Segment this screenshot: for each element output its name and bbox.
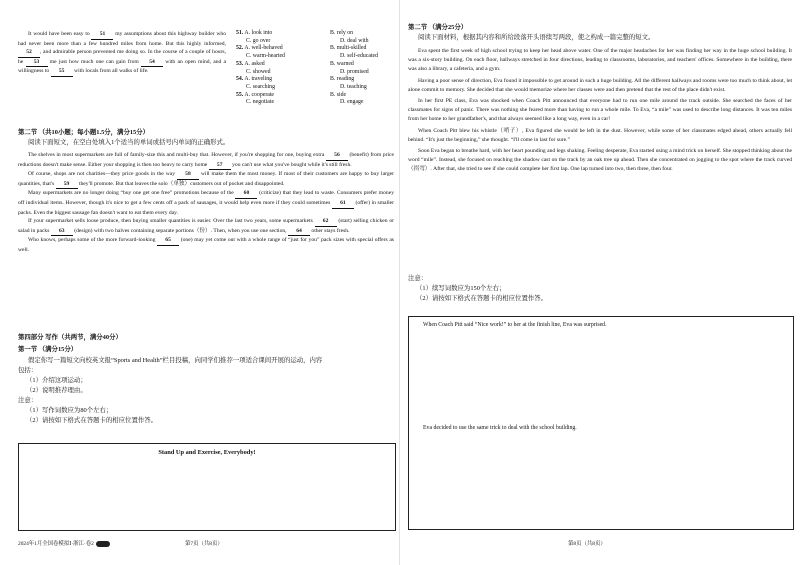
prompt-line: 包括：	[18, 367, 38, 374]
blank-60: 60	[235, 189, 257, 199]
note-line: 注意：	[408, 275, 428, 282]
passage-text: (start) selling chicken or salad in packs	[18, 218, 394, 234]
continuation-answer-box	[408, 316, 794, 530]
option-row	[236, 45, 396, 53]
option-row	[236, 38, 396, 46]
option-number: 53.	[236, 60, 244, 67]
option-number: 55.	[236, 91, 244, 98]
writing1-answer-box	[18, 443, 396, 531]
option-c: C. searching	[246, 83, 275, 90]
story-paragraph: Having a poor sense of direction, Eva found it impossible to get around in such a huge building. All the different hallways and rooms were too much to think about, let alone commit to memory. She decided that she would memorize where her classes were and then pretend that the rest of the place didn't exist.	[408, 77, 792, 93]
story-passage	[408, 47, 792, 175]
story-paragraph: In her first PE class, Eva was shocked when Coach Pitt announced that everyone had to run one mile around the track outside. She searched the faces of her classmates for signs of panic. There was nothing she feared more than having to run a whole mile. To Eva, “a mile” was used to describe long distances. It was ten miles from her home to her grandfather's, and that always seemed like a long way, even in a car!	[408, 98, 792, 123]
continuation-instruction	[418, 33, 654, 43]
option-b: B. reading	[330, 76, 355, 83]
cloze-text: my assumptions about this highway builder who had never been more than a few hundred miles from home. But this highly informed,	[18, 31, 226, 47]
option-d: D. promised	[340, 68, 369, 75]
option-d: D. self-educated	[340, 53, 378, 60]
continuation-notes	[408, 274, 547, 304]
prompt-line: （1）写作词数应为80个左右；	[26, 407, 113, 414]
option-c: C. showed	[246, 68, 271, 75]
part4-heading: 第四部分 写作（共两节，满分40分）	[18, 334, 122, 341]
option-a: A. asked	[244, 60, 265, 67]
option-number: 51.	[236, 30, 244, 36]
passage-text: they'll promote. But that leaves the solo（单独）customers out of pocket and disappointed.	[78, 180, 285, 187]
page-8	[400, 0, 800, 565]
blank-55: 55	[51, 67, 73, 77]
option-a: A. cooperate	[244, 91, 275, 98]
instruction-text: 阅读下面短文，在空白处填入1个适当的单词或括号内单词的正确形式。	[28, 139, 230, 146]
footer-page-number: 第8页（共8页）	[568, 541, 606, 547]
passage-text: Many supermarkets are no longer doing “buy one get one free” promotions because of the	[28, 190, 234, 197]
blank-62: 62	[315, 217, 337, 227]
passage-text: (benefit) from price reductions doesn't make sense. Either your shopping is then too heavy to carry home	[18, 152, 395, 168]
blank-58: 58	[177, 170, 199, 180]
story-paragraph: Eva spent the first week of high school trying to keep her head above water. One of the major headaches for her was finding her way in the huge school building. It was a six-story building. On each floor, hallways stretched in four directions, leading to classrooms, laboratories, and teachers' offices. Somewhere in the building, there was also a library, a cafeteria, and a gym.	[408, 48, 792, 73]
option-number: 52.	[236, 45, 244, 52]
option-row	[236, 92, 396, 100]
passage-text: other stays fresh.	[311, 227, 350, 234]
part4-section1-heading: 第一节 （满分15分）	[18, 346, 78, 353]
blank-51: 51	[91, 30, 113, 40]
prompt-line: （1）介绍这项运动；	[26, 377, 87, 384]
option-row	[236, 30, 396, 38]
grammar-passage	[18, 151, 394, 255]
cloze-passage-tail	[18, 30, 226, 77]
blank-59: 59	[56, 180, 78, 190]
section-instruction	[28, 138, 229, 148]
footer-page-number: 第7页（共8页）	[185, 541, 223, 547]
option-b: B. rely on	[330, 30, 354, 36]
story-paragraph: Soon Eva began to breathe hard, with her heart pounding and legs shaking. Feeling desperate, Eva started using a mind trick on herself. She stopped thinking about the word “mile”. Instead, she focused on reaching the shadow cast on the track by an oak tree up ahead. Then she concentrated on jogging to the spot where the track curved（拐弯）. After that, she tried to see if she could complete her first lap. One lap turned into two, then three, then four.	[408, 148, 792, 173]
blank-63: 63	[51, 227, 73, 237]
option-row	[236, 84, 396, 92]
option-row	[236, 76, 396, 84]
passage-text: will make them the most money. If most of their customers are happy to buy larger quantities, that's	[18, 171, 394, 187]
story-paragraph: When Coach Pitt blew his whistle（哨子）, Eva figured she would be left in the dust. However, while some of her classmates edged ahead, others actually fell behind. “It's just the beginning,” she thought. “I'll come in last for sure.”	[408, 127, 792, 143]
writing1-prompt	[18, 356, 322, 426]
blank-65: 65	[157, 236, 179, 246]
passage-text: (one) may yet come out with a whole range of “just for you” pack sizes with special offers as well.	[18, 237, 394, 253]
option-row	[236, 53, 396, 61]
cloze-text: me just how much one can gain from	[49, 58, 139, 65]
continuation-heading: 第二节 （满分25分）	[408, 24, 468, 31]
passage-text: (design) with two halves containing separate portions（份）. Then, when you use one section,	[74, 227, 287, 234]
footer-exam-name: 2024年1月全国卷模拟Ⅰ·浙江·卷2	[18, 541, 94, 547]
section-heading: 第二节 （共10小题；每小题1.5分，满分15分）	[18, 129, 150, 136]
passage-text: (criticize) that they lead to waste. Consumers prefer money off individual items. However, though it's nice to get a few cents off a pack of sausages, it would help even more if they could sometimes	[18, 190, 395, 206]
cloze-text: , and admirable person prevented me doing so. In the course of a couple of hours, he	[18, 49, 226, 65]
option-d: D. deal with	[340, 37, 369, 44]
blank-56: 56	[326, 151, 348, 161]
blank-61: 61	[332, 199, 354, 209]
option-d: D. teaching	[340, 83, 367, 90]
cloze-text: with locals from all walks of life.	[74, 68, 149, 75]
option-c: C. go over	[246, 37, 271, 44]
prompt-line: （2）请按如下格式在答题卡的相应位置作答。	[26, 417, 158, 424]
passage-text: (offer) in smaller packs. Even the biggest sausage fan doesn't want to eat them every day.	[18, 199, 394, 216]
option-b: B. warned	[330, 60, 354, 67]
note-line: （2）请按如下格式在答题卡的相应位置作答。	[416, 295, 548, 302]
option-row	[236, 61, 396, 69]
option-b: B. side	[330, 91, 347, 98]
option-row	[236, 99, 396, 107]
blank-53: 53	[26, 58, 48, 68]
writing1-box-title: Stand Up and Exercise, Everybody!	[158, 449, 256, 456]
exam-badge-icon	[96, 541, 110, 547]
option-d: D. engage	[340, 99, 364, 106]
passage-text: If your supermarket sells loose produce, then buying smaller quantities is easier. Over the last two years, some supermarkets	[28, 218, 313, 225]
option-a: A. traveling	[244, 76, 273, 83]
prompt-line: （2）说明推荐理由。	[26, 387, 87, 394]
footer-exam-info	[18, 539, 110, 547]
option-b: B. multi-skilled	[330, 45, 367, 52]
blank-64: 64	[288, 227, 310, 237]
passage-text: Of course, shops are not charities—they price goods in the way	[28, 171, 176, 178]
prompt-line: 假定你写一篇短文向校英文报“Sports and Health”栏目投稿，向同学们推荐一项适合课间开展的运动，内容	[28, 357, 323, 364]
passage-text: you can't use what you've bought while it's still fresh.	[232, 161, 352, 168]
blank-54: 54	[141, 58, 163, 68]
passage-text: The shelves in most supermarkets are full of family-size this and multi-buy that. However, if you're shopping for one, buying extra	[28, 152, 325, 158]
option-a: A. look into	[244, 30, 273, 36]
paragraph2-opening: Eva decided to use the same trick to deal with the school building.	[423, 425, 577, 431]
paragraph1-opening: When Coach Pitt said “Nice work!” to her at the finish line, Eva was surprised.	[423, 322, 607, 328]
option-number: 54.	[236, 76, 244, 83]
option-row	[236, 69, 396, 77]
answer-options	[236, 30, 396, 107]
cloze-text: with an open mind, and a willingness to	[18, 58, 227, 75]
blank-57: 57	[209, 161, 231, 171]
option-a: A. well-behaved	[244, 45, 283, 52]
note-line: （1）续写词数应为150个左右；	[416, 285, 506, 292]
blank-52: 52	[18, 48, 40, 58]
option-c: C. negotiate	[246, 99, 275, 106]
instruction-text: 阅读下面材料，根据其内容和所给段落开头语续写两段，使之构成一篇完整的短文。	[418, 34, 655, 41]
option-c: C. warm-hearted	[246, 53, 285, 60]
prompt-line: 注意：	[18, 397, 38, 404]
passage-text: Who knows, perhaps some of the more forward-looking	[28, 237, 156, 244]
cloze-text: It would have been easy to	[28, 31, 90, 37]
